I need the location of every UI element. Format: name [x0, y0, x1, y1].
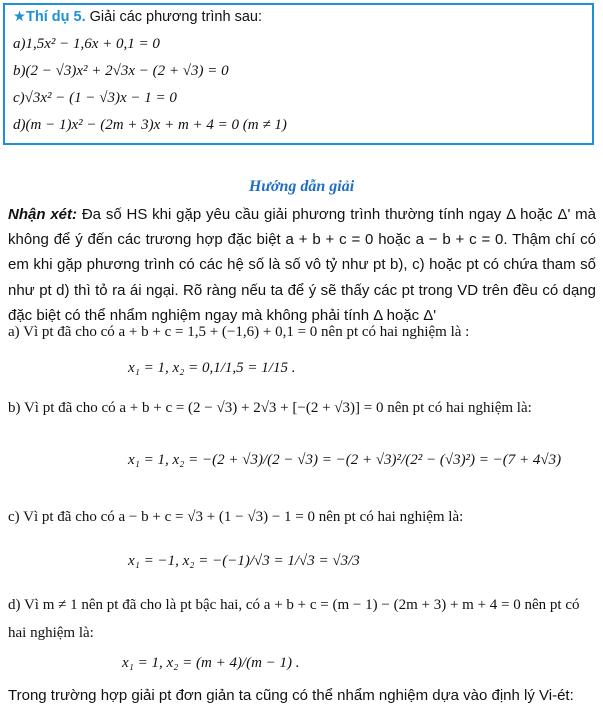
equation-a: a)1,5x² − 1,6x + 0,1 = 0 — [13, 36, 160, 52]
part-c-roots: x₁ = −1, x₂ = −(−1)/√3 = 1/√3 = √3/3 — [128, 553, 360, 569]
remark-paragraph — [8, 202, 596, 328]
example-title: Giải các phương trình sau: — [89, 9, 262, 25]
part-d-roots: x₁ = 1, x₂ = (m + 4)/(m − 1) . — [122, 655, 300, 671]
remark-label: Nhận xét: — [8, 206, 77, 223]
equation-b: b)(2 − √3)x² + 2√3x − (2 + √3) = 0 — [13, 63, 229, 79]
part-a-text: a) Vì pt đã cho có a + b + c = 1,5 + (−1,6) + 0,1 = 0 nên pt có hai nghiệm là : — [8, 324, 470, 340]
part-b-roots: x₁ = 1, x₂ = −(2 + √3)/(2 − √3) = −(2 + √3)²/(2² − (√3)²) = −(7 + 4√3) — [128, 452, 562, 468]
remark-text: Đa số HS khi gặp yêu cầu giải phương trình thường tính ngay Δ hoặc Δ' mà không để ý đến các trương hợp đặc biệt a + b + c = 0 hoặc a − b + c = 0. Thậm chí có em khi gặp phương trình có các hệ số là số vô tỷ như pt b), c) hoặc pt có chứa tham số như pt d) thì tỏ ra ái ngại. Rõ ràng nếu ta để ý sẽ thấy các pt trong VD trên đều có dạng đặc biệt có thể nhẩm nghiệm ngay mà không phải tính Δ hoặc Δ' — [8, 206, 597, 324]
part-a-roots: x₁ = 1, x₂ = 0,1/1,5 = 1/15 . — [128, 360, 296, 376]
part-b-text: b) Vì pt đã cho có a + b + c = (2 − √3) + 2√3 + [−(2 + √3)] = 0 nên pt có hai nghiệm là: — [8, 400, 532, 416]
equation-d: d)(m − 1)x² − (2m + 3)x + m + 4 = 0 (m ≠ 1) — [13, 117, 287, 133]
star-icon: ★ — [13, 9, 26, 25]
closing-text: Trong trường hợp giải pt đơn giản ta cũng có thể nhẩm nghiệm dựa vào định lý Vi-ét: — [8, 687, 574, 704]
example-header — [13, 9, 584, 25]
part-d-text: d) Vì m ≠ 1 nên pt đã cho là pt bậc hai, có a + b + c = (m − 1) − (2m + 3) + m + 4 = 0 nên pt có hai nghiệm là: — [8, 597, 580, 641]
example-label: Thí dụ 5. — [26, 9, 86, 25]
example-box — [3, 3, 594, 145]
equation-c: c)√3x² − (1 − √3)x − 1 = 0 — [13, 90, 177, 106]
part-c-text: c) Vì pt đã cho có a − b + c = √3 + (1 − √3) − 1 = 0 nên pt có hai nghiệm là: — [8, 509, 464, 525]
solution-heading: Hướng dẫn giải — [248, 178, 355, 195]
